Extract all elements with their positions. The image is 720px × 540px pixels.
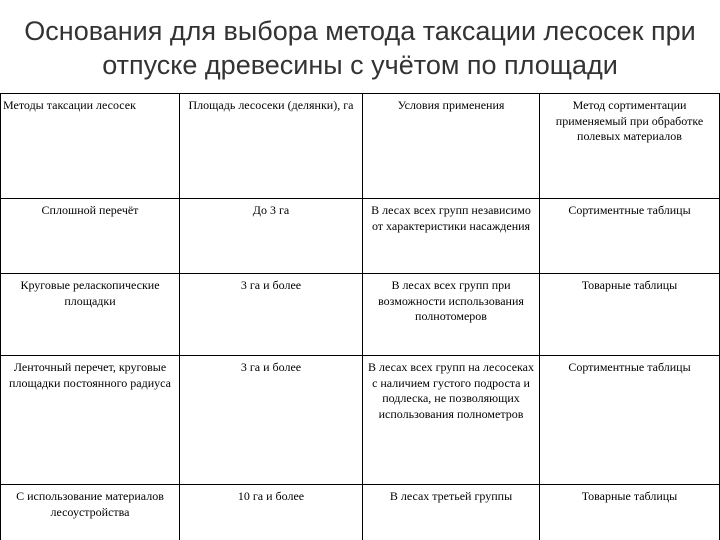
header-cell-sorting-method: Метод сортиментации применяемый при обработке полевых материалов (540, 94, 720, 199)
table-cell-sorting: Сортиментные таблицы (540, 356, 720, 485)
table-cell-conditions: В лесах всех групп независимо от характеристики насаждения (363, 199, 540, 274)
table-cell-area: 3 га и более (180, 356, 363, 485)
table-row (1, 485, 720, 540)
table-cell-sorting: Товарные таблицы (540, 274, 720, 356)
table-cell-sorting: Товарные таблицы (540, 485, 720, 540)
table-cell-conditions: В лесах всех групп при возможности использования полнотомеров (363, 274, 540, 356)
table-cell-method: Ленточный перечет, круговые площадки постоянного радиуса (1, 356, 180, 485)
header-cell-conditions: Условия применения (363, 94, 540, 199)
taxation-methods-table (0, 93, 720, 540)
header-cell-methods: Методы таксации лесосек (1, 94, 180, 199)
table-cell-method: Круговые реласкопические площадки (1, 274, 180, 356)
table-cell-conditions: В лесах третьей группы (363, 485, 540, 540)
table-row (1, 274, 720, 356)
slide-title (20, 14, 700, 82)
table-cell-method: С использование материалов лесоустройства (1, 485, 180, 540)
table-cell-area: До 3 га (180, 199, 363, 274)
header-cell-area: Площадь лесосеки (делянки), га (180, 94, 363, 199)
table-cell-area: 10 га и более (180, 485, 363, 540)
table-cell-area: 3 га и более (180, 274, 363, 356)
table-row (1, 356, 720, 485)
slide-title-line-2: отпуске древесины с учётом по площади (102, 50, 618, 80)
table-cell-method: Сплошной перечёт (1, 199, 180, 274)
table-header-row (1, 94, 720, 199)
table-row (1, 199, 720, 274)
table-cell-sorting: Сортиментные таблицы (540, 199, 720, 274)
slide-title-line-1: Основания для выбора метода таксации лесосек при (24, 16, 696, 46)
table-cell-conditions: В лесах всех групп на лесосеках с наличием густого подроста и подлеска, не позволяющих использования полнометров (363, 356, 540, 485)
